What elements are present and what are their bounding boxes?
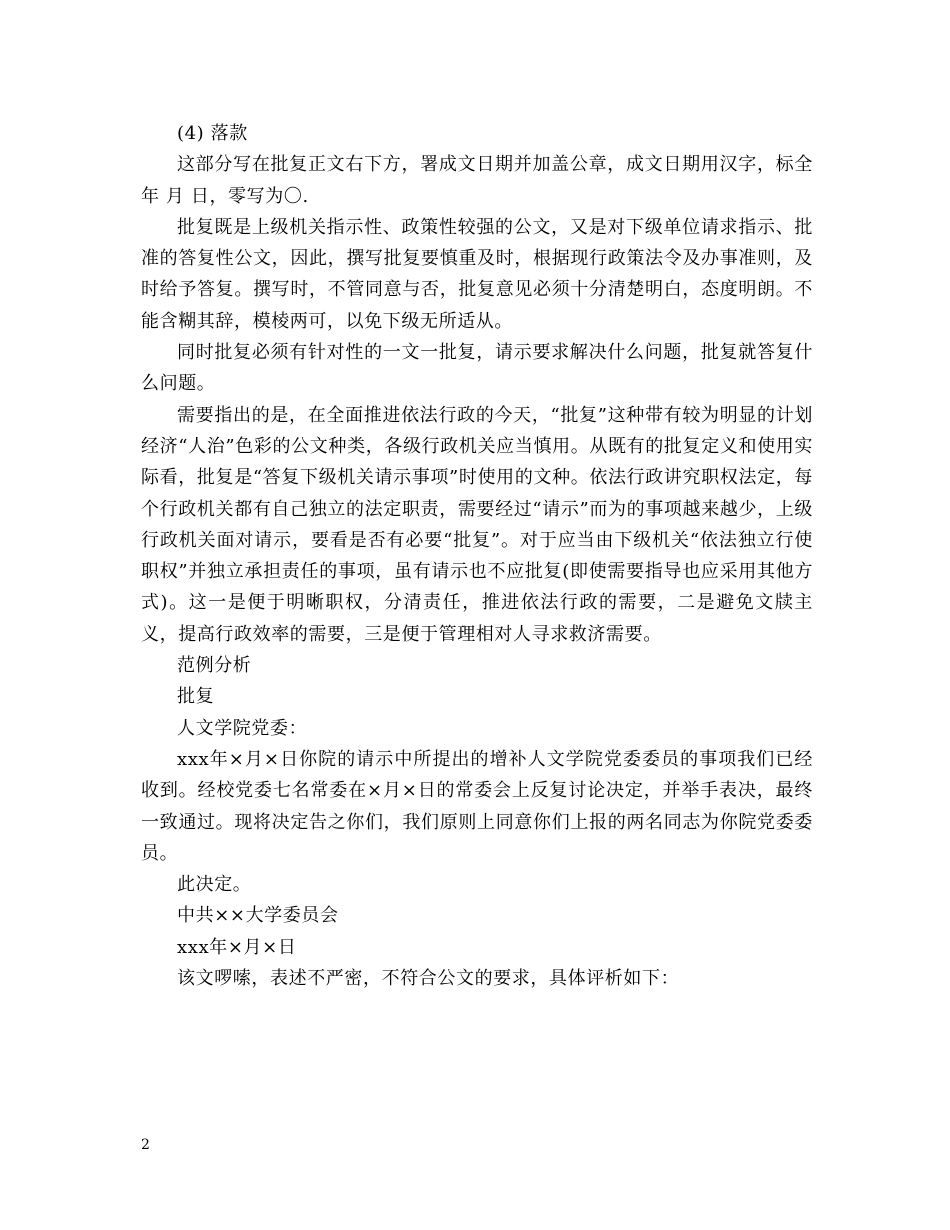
paragraph-administration-note: 需要指出的是，在全面推进依法行政的今天，“批复”这种带有较为明显的计划经济“人治”色彩的公文种类，各级行政机关应当慎用。从既有的批复定义和使用实际看，批复是“答复下级机关请示事项”时使用的文种。依法行政讲究职权法定，每个行政机关都有自己独立的法定职责，需要经过“请示”而为的事项越来越少，上级行政机关面对请示，要看是否有必要“批复”。对于应当由下级机关“依法独立行使职权”并独立承担责任的事项，虽有请示也不应批复(即使需要指导也应采用其他方式)。这一是便于明晰职权，分清责任，推进依法行政的需要，二是避免文牍主义，提高行政效率的需要，三是便于管理相对人寻求救济需要。 (141, 404, 813, 645)
example-recipient: 人文学院党委： (177, 717, 308, 739)
section-heading-signature: (4) 落款 (177, 123, 248, 144)
example-date: xxx年×月×日 (177, 936, 297, 958)
paragraph-reply-targeting: 同时批复必须有针对性的一文一批复，请示要求解决什么问题，批复就答复什么问题。 (141, 342, 813, 395)
paragraph-signature-rules: 这部分写在批复正文右下方，署成文日期并加盖公章，成文日期用汉字，标全年 月 日，零写为〇. (141, 154, 813, 207)
example-analysis-heading: 范例分析 (177, 655, 252, 677)
example-closing: 此决定。 (177, 874, 252, 896)
example-body: xxx年×月×日你院的请示中所提出的增补人文学院党委委员的事项我们已经收到。经校党委七名常委在×月×日的常委会上反复讨论决定，并举手表决，最终一致通过。现将决定告之你们，我们原则上同意你们上报的两名同志为你院党委委员。 (141, 748, 813, 864)
example-signatory: 中共××大学委员会 (177, 905, 339, 927)
example-title: 批复 (177, 686, 215, 708)
page-number: 2 (141, 1137, 150, 1153)
example-critique: 该文啰嗦，表述不严密，不符合公文的要求，具体评析如下： (177, 968, 680, 990)
paragraph-reply-nature: 批复既是上级机关指示性、政策性较强的公文，又是对下级单位请求指示、批准的答复性公文，因此，撰写批复要慎重及时，根据现行政策法令及办事准则，及时给予答复。撰写时，不管同意与否，批复意见必须十分清楚明白，态度明朗。不能含糊其辞，模棱两可，以免下级无所适从。 (141, 216, 813, 332)
document-body (141, 118, 813, 994)
